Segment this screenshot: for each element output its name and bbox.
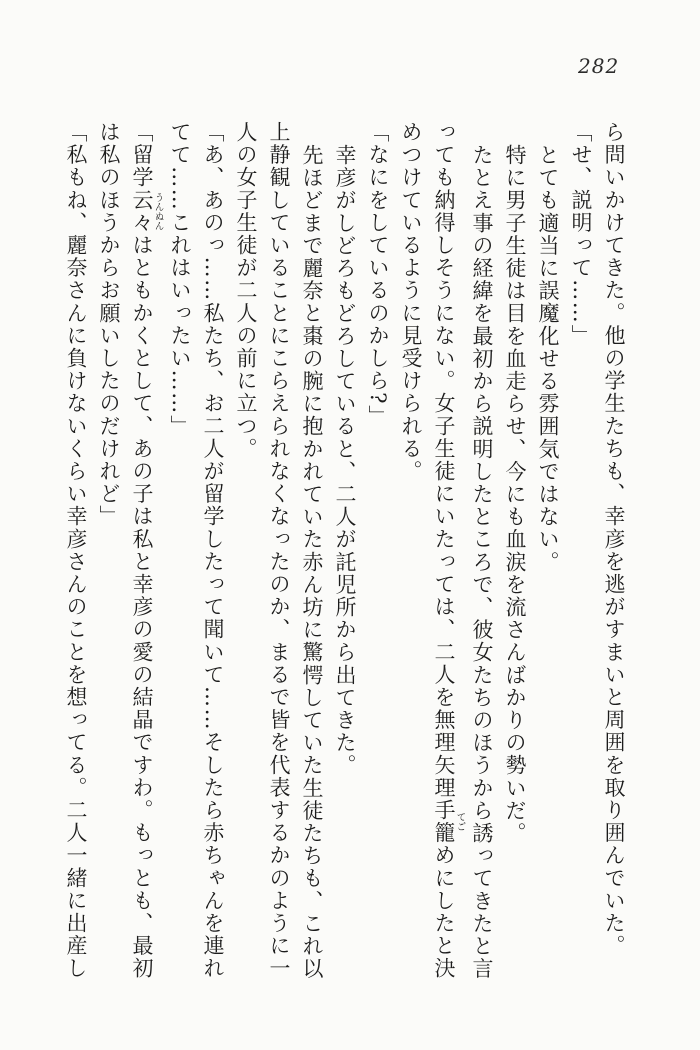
text-line: 上静観していることにこらえられなくなったのか、まるで皆を代表するかのように一 <box>267 121 291 980</box>
vertical-text-area <box>59 121 630 983</box>
text-line: 「あ、あのっ……私たち、お二人が留学したって聞いて……そしたら赤ちゃんを連れ <box>201 121 225 980</box>
text-line: めつけているように見受けられる。 <box>399 121 423 483</box>
text-line: っても納得しそうにない。女子生徒にいたっては、二人を無理矢理手籠てごめにしたと決 <box>432 121 466 980</box>
text-line: 「なにをしているのかしら?」 <box>366 121 390 428</box>
text-line: 「留学云々うんぬんはともかくとして、あの子は私と幸彦の愛の結晶ですわ。もっとも、最初 <box>130 121 164 980</box>
furigana-ruby: 云々うんぬん <box>130 188 164 235</box>
text-line: 「私もね、麗奈さんに負けないくらい幸彦さんのことを想ってる。二人一緒に出産し <box>64 121 88 980</box>
page-number: 282 <box>578 54 620 78</box>
text-line: 幸彦がしどろもどろしていると、二人が託児所から出てきた。 <box>333 144 357 777</box>
text-line: は私のほうからお願いしたのだけれど」 <box>97 121 121 528</box>
text-line: てて……これはいったい……」 <box>168 121 192 438</box>
text-line: とても適当に誤魔化せる雰囲気ではない。 <box>536 144 560 574</box>
text-line: 「せ、説明って……」 <box>569 121 593 347</box>
text-line: ら問いかけてきた。他の学生たちも、幸彦を逃がすまいと周囲を取り囲んでいた。 <box>602 121 626 958</box>
text-line: たとえ事の経緯を最初から説明したところで、彼女たちのほうから誘ってきたと言 <box>470 144 494 981</box>
text-line: 特に男子生徒は目を血走らせ、今にも血涙を流さんばかりの勢いだ。 <box>503 144 527 845</box>
furigana-ruby: 手籠てご <box>432 799 466 845</box>
text-line: 人の女子生徒が二人の前に立つ。 <box>234 121 258 460</box>
text-line: 先ほどまで麗奈と棗の腕に抱かれていた赤ん坊に驚愕していた生徒たちも、これ以 <box>300 144 324 981</box>
